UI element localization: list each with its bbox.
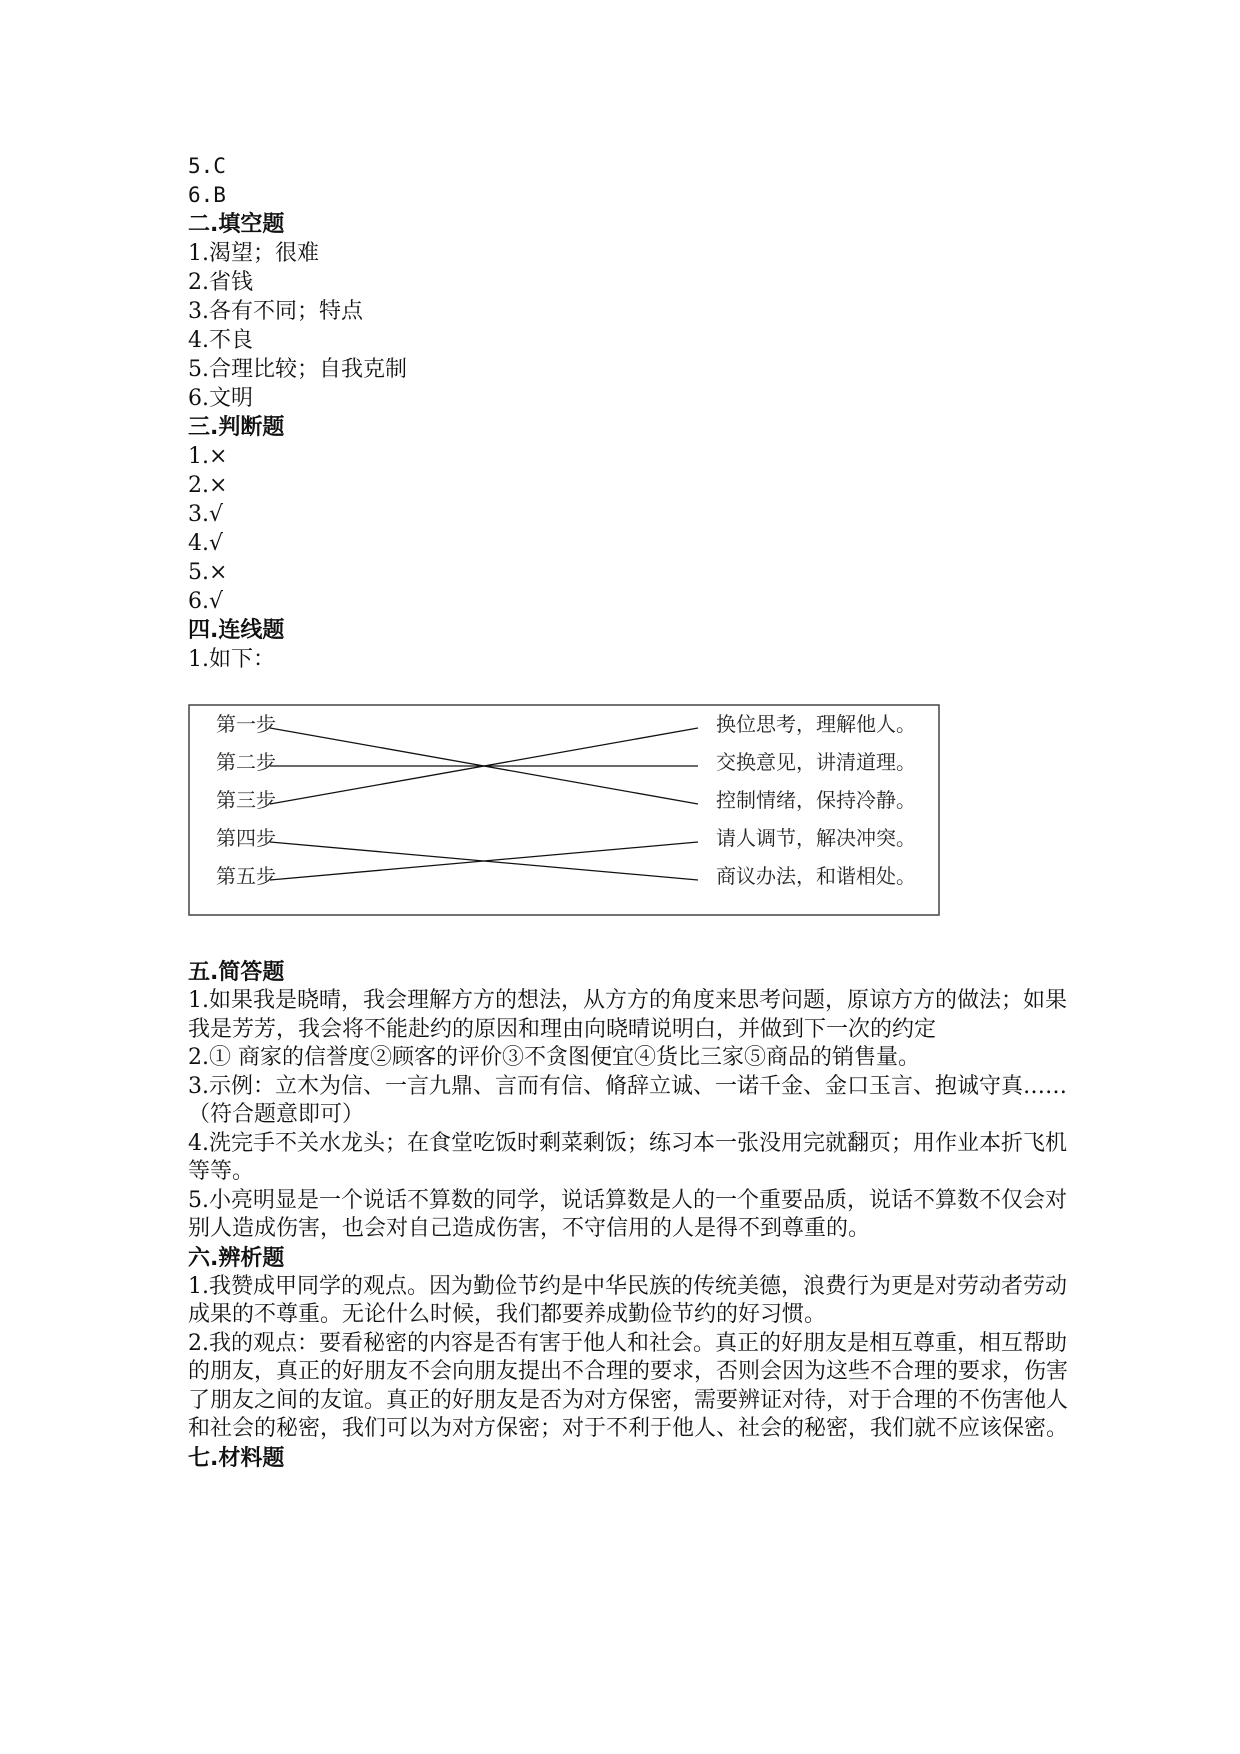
match-intro: 1.如下：: [188, 647, 275, 672]
short-answer-3: 3.示例：立木为信、一言九鼎、言而有信、脩辞立诚、一诺千金、金口玉言、抱诚守真……（符合题意即可）: [188, 1073, 1067, 1127]
left-step-label: 第三步: [216, 788, 276, 812]
right-action-label: 请人调节，解决冲突。: [716, 826, 916, 850]
matching-diagram-svg: [188, 704, 940, 916]
short-answer-2: 2.① 商家的信誉度②顾客的评价③不贪图便宜④货比三家⑤商品的销售量。: [188, 1045, 920, 1070]
section-heading-analysis: 六.辨析题: [188, 1245, 285, 1271]
analysis-answer-1: 1.我赞成甲同学的观点。因为勤俭节约是中华民族的传统美德，浪费行为更是对劳动者劳动成果的不尊重。无论什么时候，我们都要养成勤俭节约的好习惯。: [188, 1273, 1067, 1327]
judge-answer-1: 1.×: [188, 444, 228, 469]
left-step-label: 第一步: [216, 712, 276, 736]
section-heading-fill: 二.填空题: [188, 212, 285, 237]
short-answer-4: 4.洗完手不关水龙头；在食堂吃饭时剩菜剩饭；练习本一张没用完就翻页；用作业本折飞机等等。: [188, 1130, 1067, 1184]
fill-answer-1: 1.渴望；很难: [188, 241, 319, 266]
fill-answer-5: 5.合理比较；自我克制: [188, 357, 407, 382]
fill-answer-3: 3.各有不同；特点: [188, 299, 363, 324]
left-step-label: 第二步: [216, 750, 276, 774]
section-heading-match: 四.连线题: [188, 618, 285, 643]
left-step-label: 第五步: [216, 864, 276, 888]
left-step-label: 第四步: [216, 826, 276, 850]
fill-answer-4: 4.不良: [188, 328, 253, 353]
right-action-label: 商议办法，和谐相处。: [716, 864, 916, 888]
judge-answer-5: 5.×: [188, 560, 228, 585]
choice-answer-6: 6.B: [188, 183, 226, 207]
judge-answer-4: 4.√: [188, 531, 224, 556]
answer-page: [188, 152, 1068, 1473]
section-heading-material: 七.材料题: [188, 1445, 285, 1471]
judge-answer-3: 3.√: [188, 502, 224, 527]
judge-answer-6: 6.√: [188, 589, 224, 614]
analysis-answer-2: 2.我的观点：要看秘密的内容是否有害于他人和社会。真正的好朋友是相互尊重，相互帮助的朋友，真正的好朋友不会向朋友提出不合理的要求，否则会因为这些不合理的要求，伤害了朋友之间的友谊。真正的好朋友是否为对方保密，需要辨证对待，对于合理的不伤害他人和社会的秘密，我们可以为对方保密；对于不利于他人、社会的秘密，我们就不应该保密。: [188, 1330, 1069, 1441]
right-action-label: 控制情绪，保持冷静。: [716, 788, 916, 812]
short-answer-1: 1.如果我是晓晴，我会理解方方的想法，从方方的角度来思考问题，原谅方方的做法；如果我是芳芳，我会将不能赴约的原因和理由向晓晴说明白，并做到下一次的约定: [188, 988, 1067, 1042]
choice-answer-5: 5.C: [188, 154, 226, 178]
fill-answer-6: 6.文明: [188, 386, 253, 411]
short-answer-5: 5.小亮明显是一个说话不算数的同学，说话算数是人的一个重要品质，说话不算数不仅会对别人造成伤害，也会对自己造成伤害，不守信用的人是得不到尊重的。: [188, 1187, 1067, 1241]
right-action-label: 交换意见，讲清道理。: [716, 750, 916, 774]
judge-answer-2: 2.×: [188, 473, 228, 498]
section-heading-short: 五.简答题: [188, 960, 285, 985]
section-heading-judge: 三.判断题: [188, 415, 285, 440]
matching-diagram: [188, 704, 1068, 920]
fill-answer-2: 2.省钱: [188, 270, 253, 295]
right-action-label: 换位思考，理解他人。: [716, 712, 916, 736]
